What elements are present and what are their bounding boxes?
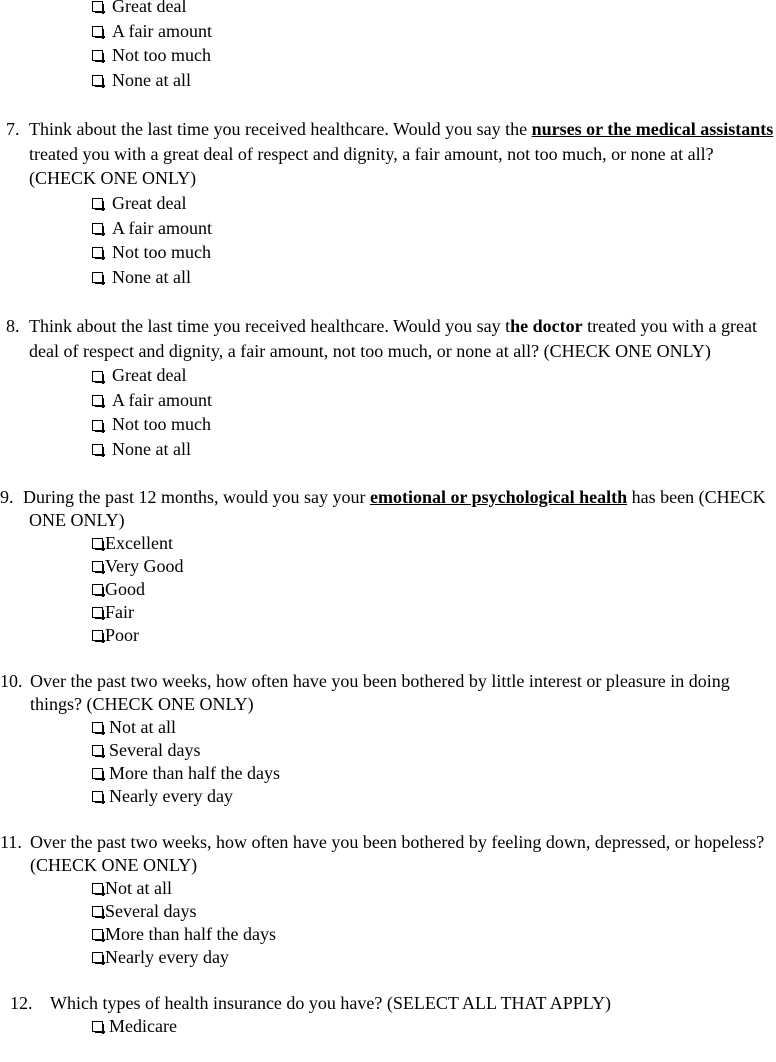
q7-option-great-deal[interactable]: Great deal (92, 191, 776, 216)
checkbox-icon[interactable] (92, 272, 103, 283)
q7-number: 7. (6, 119, 20, 140)
q6-option-not-too-much[interactable]: Not too much (92, 43, 776, 68)
q12-text: 12. Which types of health insurance do you have? (SELECT ALL THAT APPLY) (10, 992, 611, 1013)
q9-option-poor[interactable]: Poor (92, 624, 776, 647)
q12-option-medicare[interactable]: Medicare (92, 1015, 776, 1038)
checkbox-icon[interactable] (92, 26, 103, 37)
q8-text: 8. Think about the last time you received healthcare. Would you say the doctor treated you with a great deal of respect and dignity, a fair amount, not too much, or none at all? (CHECK ONE ONLY) (6, 316, 757, 361)
checkbox-icon[interactable] (92, 223, 103, 234)
q12-options (0, 1015, 776, 1038)
question-9 (0, 486, 776, 647)
q9-option-fair[interactable]: Fair (92, 601, 776, 624)
q11-options (0, 877, 776, 969)
q8-option-none-at-all[interactable]: None at all (92, 437, 776, 462)
q9-option-very-good[interactable]: Very Good (92, 555, 776, 578)
checkbox-icon[interactable] (92, 198, 103, 209)
q9-text: 9. During the past 12 months, would you say your emotional or psychological health has been (CHECK ONE ONLY) (0, 486, 766, 530)
checkbox-icon[interactable] (92, 50, 103, 61)
checkbox-icon[interactable] (92, 952, 103, 963)
q6-option-fair-amount[interactable]: A fair amount (92, 19, 776, 44)
q9-option-excellent[interactable]: Excellent (92, 532, 776, 555)
q7-option-fair-amount[interactable]: A fair amount (92, 215, 776, 240)
question-8 (0, 314, 776, 461)
q11-option-more-than-half[interactable]: More than half the days (92, 923, 776, 946)
q11-option-nearly-every-day[interactable]: Nearly every day (92, 946, 776, 969)
q6-option-great-deal[interactable]: Great deal (92, 0, 776, 19)
q8-option-great-deal[interactable]: Great deal (92, 363, 776, 388)
q9-number: 9. (0, 486, 14, 507)
checkbox-icon[interactable] (92, 906, 103, 917)
q6-options (0, 0, 776, 92)
q11-option-several-days[interactable]: Several days (92, 900, 776, 923)
checkbox-icon[interactable] (92, 420, 103, 431)
q11-number: 11. (0, 831, 22, 852)
checkbox-icon[interactable] (92, 768, 103, 779)
checkbox-icon[interactable] (92, 630, 103, 641)
checkbox-icon[interactable] (92, 745, 103, 756)
q6-option-none-at-all[interactable]: None at all (92, 68, 776, 93)
q10-option-several-days[interactable]: Several days (92, 739, 776, 762)
q10-option-nearly-every-day[interactable]: Nearly every day (92, 785, 776, 808)
q10-options (0, 716, 776, 808)
q7-option-none-at-all[interactable]: None at all (92, 265, 776, 290)
q9-options (0, 532, 776, 647)
checkbox-icon[interactable] (92, 1, 103, 12)
q10-number: 10. (0, 670, 23, 691)
q9-option-good[interactable]: Good (92, 578, 776, 601)
question-7 (0, 117, 776, 289)
checkbox-icon[interactable] (92, 584, 103, 595)
checkbox-icon[interactable] (92, 929, 103, 940)
checkbox-icon[interactable] (92, 1021, 103, 1032)
q7-options (0, 191, 776, 289)
checkbox-icon[interactable] (92, 371, 103, 382)
q7-text: 7. Think about the last time you received healthcare. Would you say the nurses or the medical assistants treated you with a great deal of respect and dignity, a fair amount, not too much, or none at all? (CHECK ONE ONLY) (6, 119, 774, 189)
checkbox-icon[interactable] (92, 561, 103, 572)
checkbox-icon[interactable] (92, 395, 103, 406)
q8-number: 8. (6, 316, 20, 337)
question-10 (0, 670, 776, 808)
checkbox-icon[interactable] (92, 883, 103, 894)
question-12 (0, 992, 776, 1038)
q10-text: 10. Over the past two weeks, how often have you been bothered by little interest or pleasure in doing things? (CHECK ONE ONLY) (0, 670, 730, 714)
q10-option-more-than-half[interactable]: More than half the days (92, 762, 776, 785)
q8-option-not-too-much[interactable]: Not too much (92, 412, 776, 437)
question-6-tail (0, 0, 776, 92)
checkbox-icon[interactable] (92, 75, 103, 86)
checkbox-icon[interactable] (92, 444, 103, 455)
q7-option-not-too-much[interactable]: Not too much (92, 240, 776, 265)
checkbox-icon[interactable] (92, 538, 103, 549)
q11-text: 11. Over the past two weeks, how often have you been bothered by feeling down, depressed, or hopeless? (CHECK ONE ONLY) (0, 831, 765, 875)
checkbox-icon[interactable] (92, 247, 103, 258)
checkbox-icon[interactable] (92, 791, 103, 802)
question-11 (0, 831, 776, 969)
q8-option-fair-amount[interactable]: A fair amount (92, 388, 776, 413)
checkbox-icon[interactable] (92, 607, 103, 618)
q10-option-not-at-all[interactable]: Not at all (92, 716, 776, 739)
q12-number: 12. (10, 992, 33, 1013)
checkbox-icon[interactable] (92, 722, 103, 733)
q11-option-not-at-all[interactable]: Not at all (92, 877, 776, 900)
q8-options (0, 363, 776, 461)
